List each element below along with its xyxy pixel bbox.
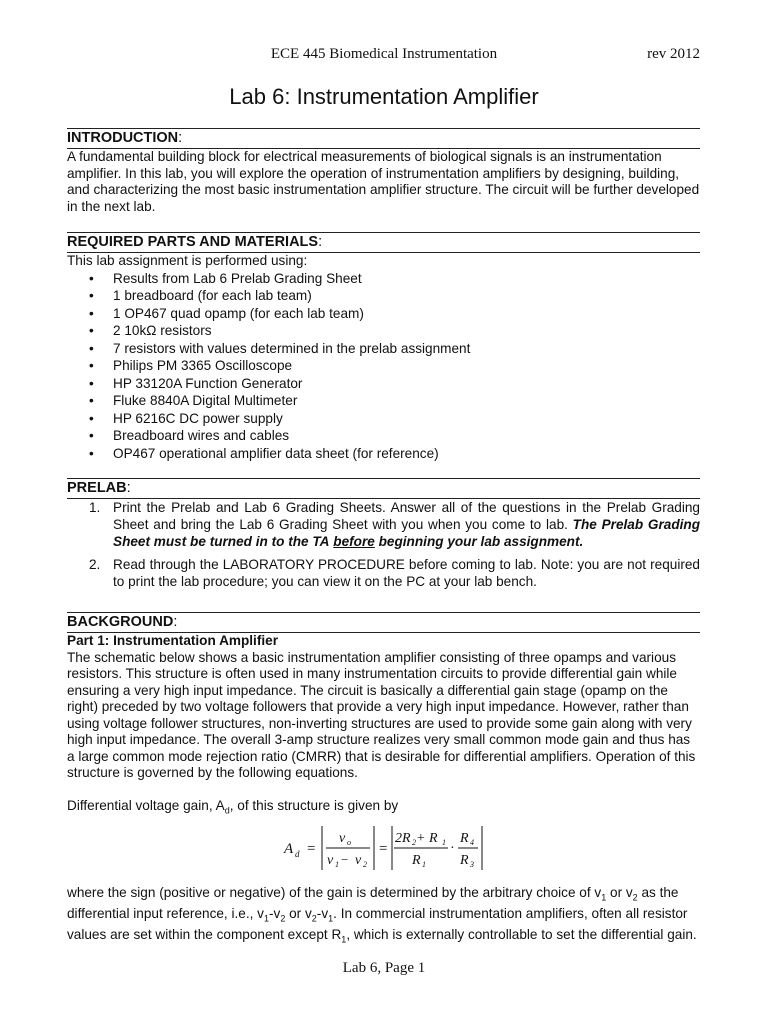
list-item: • OP467 operational amplifier data sheet (for reference) (89, 445, 439, 461)
list-item: 1. Print the Prelab and Lab 6 Grading Sheets. Answer all of the questions in the Prelab Grading Sheet and bring the Lab 6 Grading Sheet with you when you come to lab. The Prelab Grading Sheet must be turned in to the TA before beginning your lab assignment. (89, 500, 701, 549)
list-item: • HP 6216C DC power supply (89, 410, 283, 426)
page-footer: Lab 6, Page 1 (342, 960, 426, 976)
introduction-text: A fundamental building block for electrical measurements of biological signals is an instrumentation amplifier. In this lab, you will explore the operation of instrumentation amplifiers by designing, building, and characterizing the most basic instrumentation amplifier structure. The circuit will be further developed in the next lab. (67, 149, 700, 214)
list-item: • Results from Lab 6 Prelab Grading Sheet (89, 270, 362, 286)
gain-explanation-text: where the sign (positive or negative) of the gain is determined by the arbitrary choice of $v_1$ or $v_2$ as the differential input reference, i.e., $v_1-v_2$ or $v_2-v_1$. In commercial instrumentation amplifiers, often all resistor values are set within the component except $R_1$, which is externally controllable to set the differential gain. (67, 885, 697, 946)
list-item: • 7 resistors with values determined in the prelab assignment (89, 340, 471, 356)
equation-lhs: A (284, 841, 294, 857)
gain-lead-text: Differential voltage gain, $A_d$, of this structure is given by (67, 797, 399, 816)
section-heading-background: BACKGROUND: (67, 612, 700, 633)
section-heading-prelab: PRELAB: (67, 478, 700, 499)
prelab-list (67, 499, 700, 590)
svg-text:3: 3 (470, 860, 474, 869)
differential-gain-equation (282, 822, 492, 874)
equation-numerator-1: v (339, 831, 346, 846)
list-item: • Fluke 8840A Digital Multimeter (89, 393, 298, 408)
svg-text:=: = (307, 841, 316, 857)
svg-text:1: 1 (335, 860, 339, 869)
section-gain-explanation (67, 885, 700, 949)
header-course: ECE 445 Biomedical Instrumentation (270, 46, 498, 62)
section-prelab (67, 478, 700, 590)
section-background (67, 612, 700, 819)
header-revision: rev 2012 (647, 46, 700, 62)
equation-denominator-3: R (460, 853, 469, 868)
section-heading-parts: REQUIRED PARTS AND MATERIALS: (67, 232, 700, 253)
svg-text:2: 2 (412, 838, 416, 847)
background-paragraph: The schematic below shows a basic instrumentation amplifier consisting of three opamps and various resistors. This structure is often used in many instrumentation circuits to provide differential gain while ensuring a very high input impedance. The circuit is basically a differential gain stage (opamp on the right) preceded by two voltage followers that provide a very high input impedance. However, rather than using voltage follower structures, non-inverting structures are used to provide some gain along with very high input impedance. The overall 3-amp structure realizes very small common mode gain and thus has a large common mode rejection ratio (CMRR) that is desirable for differential amplifiers. Operation of this structure is governed by the following equations. (67, 649, 696, 780)
svg-text:4: 4 (470, 838, 474, 847)
list-item: • Philips PM 3365 Oscilloscope (89, 358, 293, 373)
list-item: • 1 breadboard (for each lab team) (89, 288, 312, 303)
page-title: Lab 6: Instrumentation Amplifier (229, 84, 539, 109)
equation-numerator-3: R (460, 831, 469, 846)
svg-text:2: 2 (363, 860, 367, 869)
svg-text:d: d (295, 849, 300, 859)
part-title: Part 1: Instrumentation Amplifier (67, 633, 278, 648)
section-heading-introduction: INTRODUCTION: (67, 128, 700, 149)
svg-text:−: − (341, 852, 349, 867)
svg-text:v: v (355, 853, 362, 868)
svg-text:1: 1 (442, 838, 446, 847)
equation-numerator-2: 2R (395, 831, 411, 846)
equation-denominator-2: R (412, 853, 421, 868)
list-item: • 1 OP467 quad opamp (for each lab team) (89, 305, 364, 321)
svg-text:o: o (347, 838, 351, 847)
list-item: • HP 33120A Function Generator (89, 375, 303, 391)
section-required-parts (67, 232, 700, 462)
parts-list (67, 270, 700, 463)
list-item: • 2 10kΩ resistors (89, 323, 212, 338)
section-introduction (67, 128, 700, 215)
equation-denominator-1: v (327, 853, 334, 868)
svg-text:·: · (450, 841, 455, 856)
svg-text:1: 1 (422, 860, 426, 869)
list-item: • Breadboard wires and cables (89, 428, 290, 443)
parts-intro: This lab assignment is performed using: (67, 253, 308, 268)
list-item: 2. Read through the LABORATORY PROCEDURE before coming to lab. Note: you are not required to print the lab procedure; you can view it on the PC at your lab bench. (89, 557, 700, 589)
svg-text:+ R: + R (416, 831, 438, 846)
svg-text:=: = (379, 841, 388, 857)
